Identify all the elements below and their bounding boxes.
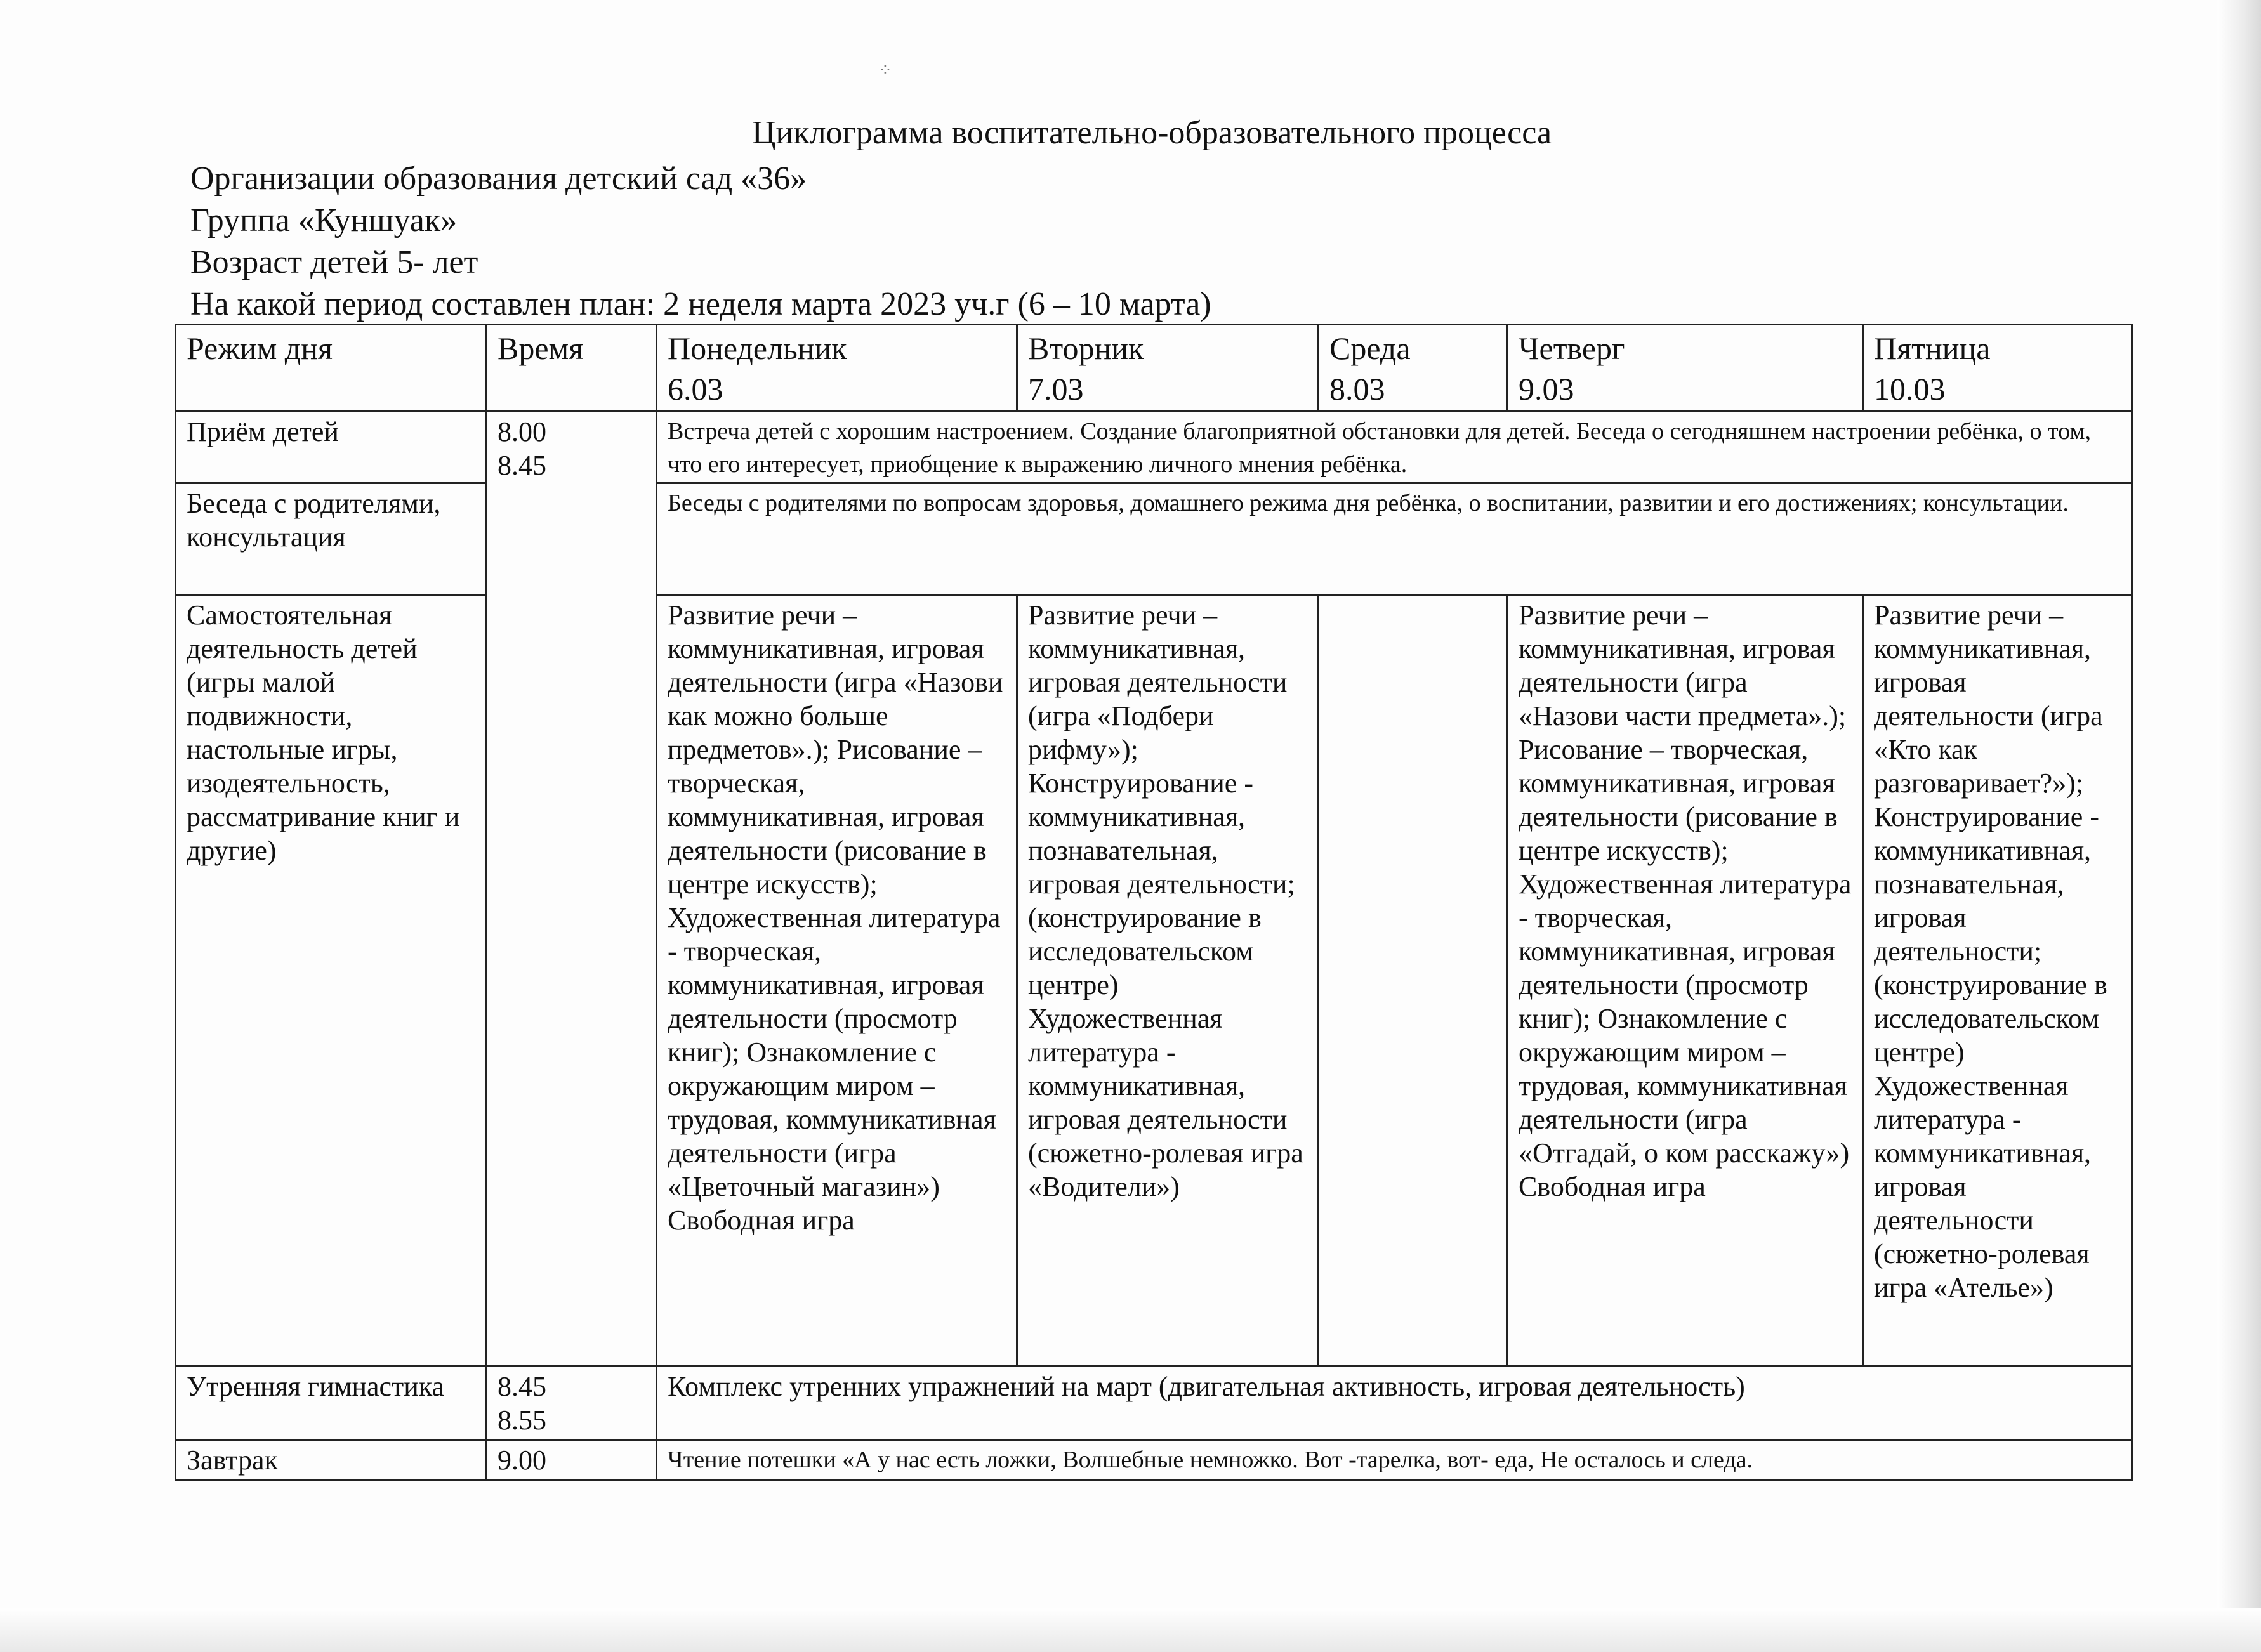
- content-cell-parents: [657, 483, 2132, 595]
- friday-label: Пятница: [1874, 331, 1991, 366]
- period-line: На какой период составлен план: 2 неделя марта 2023 уч.г (6 – 10 марта): [190, 286, 1211, 322]
- mode-cell-reception: [176, 412, 487, 483]
- tuesday-label: Вторник: [1028, 331, 1144, 366]
- content-cell-breakfast: [657, 1440, 2132, 1481]
- independent-friday-text: Развитие речи – коммуникативная, игровая деятельности (игра «Кто как разговаривает?»); Конструирование - коммуникативная, познавательная, игровая деятельности; (конструирование в исследовательском центре) Художественная литература - коммуникативная, игровая деятельности (сюжетно-ролевая игра «Ателье»): [1874, 600, 2107, 1303]
- mode-cell-breakfast: [176, 1440, 487, 1481]
- content-cell-gymnastics: [657, 1367, 2132, 1440]
- header-wednesday: [1319, 325, 1508, 412]
- monday-label: Понедельник: [668, 331, 847, 366]
- independent-thursday: [1508, 595, 1863, 1367]
- time-cell-gymnastics: [487, 1367, 657, 1440]
- time-end-reception: 8.45: [498, 450, 546, 481]
- header-mode-label: Режим дня: [187, 331, 333, 366]
- independent-monday-text: Развитие речи – коммуникативная, игровая деятельности (игра «Назови как можно больше предметов».); Рисование – творческая, коммуникативная, игровая деятельности (рисование в центре искусств); Художественная литература - творческая, коммуникативная, игровая деятельности (просмотр книг); Ознакомление с окружающим миром – трудовая, коммуникативная деятельности (игра «Цветочный магазин») Свободная игра: [668, 600, 1003, 1236]
- mode-label-reception: Приём детей: [187, 416, 339, 447]
- monday-date: 6.03: [668, 371, 723, 407]
- scan-shadow-bottom: [0, 1608, 2261, 1652]
- header-thursday: [1508, 325, 1863, 412]
- mode-cell-independent: [176, 595, 487, 1367]
- independent-tuesday: [1017, 595, 1319, 1367]
- time-cell-reception: [487, 412, 657, 1367]
- independent-wednesday: [1319, 595, 1508, 1367]
- time-cell-breakfast: [487, 1440, 657, 1481]
- scan-shadow-right: [2217, 0, 2261, 1652]
- time-start-gymnastics: 8.45: [498, 1371, 546, 1402]
- group-line: Группа «Куншуак»: [190, 202, 458, 239]
- time-start-reception: 8.00: [498, 416, 546, 447]
- header-mode: [176, 325, 487, 412]
- content-cell-reception: [657, 412, 2132, 483]
- independent-tuesday-text: Развитие речи – коммуникативная, игровая деятельности (игра «Подбери рифму»); Конструирование - коммуникативная, познавательная, игровая деятельности; (конструирование в исследовательском центре) Художественная литература - коммуникативная, игровая деятельности (сюжетно-ролевая игра «Водители»): [1028, 600, 1303, 1202]
- header-tuesday: [1017, 325, 1319, 412]
- wednesday-date: 8.03: [1329, 371, 1385, 407]
- content-reception: Встреча детей с хорошим настроением. Создание благоприятной обстановки для детей. Беседа о сегодняшнем настроении ребёнка, о том, что его интересует, приобщение к выражению личного мнения ребёнка.: [668, 418, 2091, 478]
- mode-label-parents: Беседа с родителями, консультация: [187, 488, 441, 553]
- table-row-reception: [176, 412, 2132, 483]
- document-title: Циклограмма воспитательно-образовательного процесса: [751, 115, 1552, 151]
- content-gymnastics: Комплекс утренних упражнений на март (двигательная активность, игровая деятельность): [668, 1371, 1745, 1402]
- wednesday-label: Среда: [1329, 331, 1411, 366]
- mode-label-independent: Самостоятельная деятельность детей (игры малой подвижности, настольные игры, изодеятельность, рассматривание книг и другие): [187, 600, 460, 866]
- independent-thursday-text: Развитие речи – коммуникативная, игровая деятельности (игра «Назови части предмета».); Рисование – творческая, коммуникативная, игровая деятельности (рисование в центре искусств); Художественная литература - творческая, коммуникативная, игровая деятельности (просмотр книг); Ознакомление с окружающим миром – трудовая, коммуникативная деятельности (игра «Отгадай, о ком расскажу») Свободная игра: [1519, 600, 1852, 1202]
- cyclogram-table: [175, 324, 2133, 1481]
- header-monday: [657, 325, 1017, 412]
- table-row-gymnastics: [176, 1367, 2132, 1440]
- tuesday-date: 7.03: [1028, 371, 1084, 407]
- mode-label-gymnastics: Утренняя гимнастика: [187, 1371, 445, 1402]
- organization-line: Организации образования детский сад «36»: [190, 161, 807, 197]
- mode-cell-parents: [176, 483, 487, 595]
- mode-label-breakfast: Завтрак: [187, 1445, 278, 1476]
- content-parents: Беседы с родителями по вопросам здоровья, домашнего режима дня ребёнка, о воспитании, развитии и его достижениях; консультации.: [668, 490, 2069, 516]
- friday-date: 10.03: [1874, 371, 1946, 407]
- table-row-parents: [176, 483, 2132, 595]
- time-breakfast: 9.00: [498, 1445, 546, 1476]
- independent-friday: [1863, 595, 2132, 1367]
- age-line: Возраст детей 5- лет: [190, 244, 478, 280]
- header-friday: [1863, 325, 2132, 412]
- header-row: [176, 325, 2132, 412]
- independent-monday: [657, 595, 1017, 1367]
- time-end-gymnastics: 8.55: [498, 1405, 546, 1436]
- header-time-label: Время: [498, 331, 584, 366]
- mode-cell-gymnastics: [176, 1367, 487, 1440]
- table-row-independent: [176, 595, 2132, 1367]
- header-time: [487, 325, 657, 412]
- table-row-breakfast: [176, 1440, 2132, 1481]
- thursday-date: 9.03: [1519, 371, 1574, 407]
- content-breakfast: Чтение потешки «А у нас есть ложки, Волшебные немножко. Вот -тарелка, вот- еда, Не осталось и следа.: [668, 1446, 1753, 1473]
- thursday-label: Четверг: [1519, 331, 1625, 366]
- scan-speck-mark: ⁘: [878, 61, 892, 79]
